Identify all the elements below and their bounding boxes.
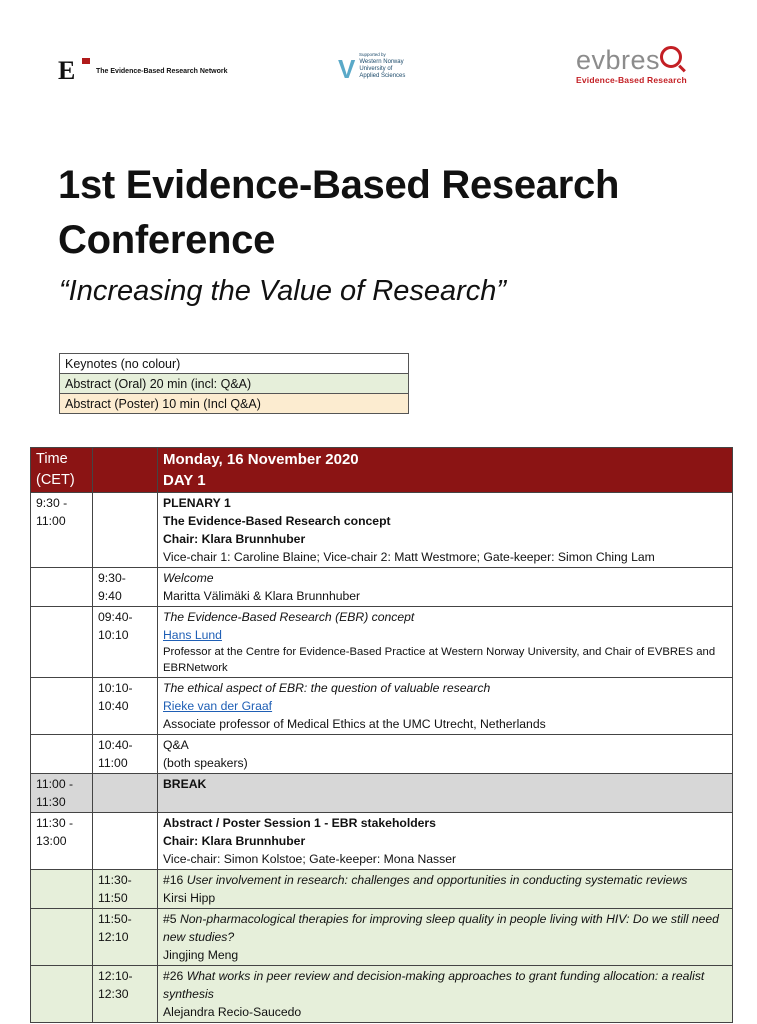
abstract-time: 11:30- 11:50	[93, 870, 158, 909]
hvl-v-icon: V	[338, 54, 356, 84]
plenary-chair: Chair: Klara Brunnhuber	[163, 532, 306, 546]
ebr-logo-icon: E	[58, 58, 92, 84]
break-label: BREAK	[158, 774, 733, 813]
legend-oral: Abstract (Oral) 20 min (incl: Q&A)	[60, 374, 409, 394]
session-chair: Chair: Klara Brunnhuber	[163, 834, 306, 848]
abstract-row	[31, 870, 733, 909]
evbres-subtitle: Evidence-Based Research	[576, 75, 687, 85]
speaker-affiliation: Professor at the Centre for Evidence-Based Practice at Western Norway University, and Chair of EVBRES and EBRNetwork	[163, 646, 716, 674]
abstract-title: #5 Non-pharmacological therapies for improving sleep quality in people living with HIV: Do we still need new studies?	[163, 912, 719, 944]
welcome-title: Welcome	[163, 571, 214, 585]
abstract-title: #16 User involvement in research: challenges and opportunities in conducting systematic reviews	[163, 873, 688, 887]
evbres-wordmark: evbres	[576, 45, 661, 75]
abstract-row	[31, 909, 733, 966]
legend-keynotes: Keynotes (no colour)	[60, 354, 409, 374]
plenary-time: 9:30 - 11:00	[31, 493, 93, 568]
plenary-topic: The Evidence-Based Research concept	[163, 514, 391, 528]
break-row	[31, 774, 733, 813]
session-time: 11:30 - 13:00	[31, 813, 93, 870]
qa-note: (both speakers)	[163, 756, 248, 770]
ebr-network-logo	[58, 58, 228, 84]
plenary-roles: Vice-chair 1: Caroline Blaine; Vice-chair 2: Matt Westmore; Gate-keeper: Simon Ching Lam	[163, 550, 655, 564]
session-row	[31, 813, 733, 870]
qa-row	[31, 735, 733, 774]
page-subtitle: “Increasing the Value of Research”	[59, 275, 507, 307]
abstract-speaker: Kirsi Hipp	[163, 891, 216, 905]
page-title: 1st Evidence-Based Research Conference	[58, 163, 620, 262]
day-date: Monday, 16 November 2020	[163, 451, 359, 468]
abstract-time: 12:10- 12:30	[93, 966, 158, 1023]
magnifier-icon	[660, 46, 682, 68]
break-time: 11:00 - 11:30	[31, 774, 93, 813]
qa-time: 10:40- 11:00	[93, 735, 158, 774]
welcome-speakers: Maritta Välimäki & Klara Brunnhuber	[163, 589, 361, 603]
abstract-speaker: Alejandra Recio-Saucedo	[163, 1005, 302, 1019]
plenary-row	[31, 493, 733, 568]
schedule-table	[30, 447, 733, 1023]
hvl-supported-label: Supported by	[359, 52, 386, 57]
welcome-time: 9:30- 9:40	[93, 568, 158, 607]
abstract-time: 11:50- 12:10	[93, 909, 158, 966]
speaker-link[interactable]: Hans Lund	[163, 628, 222, 642]
schedule-header	[31, 448, 733, 493]
talk-title: The Evidence-Based Research (EBR) concept	[163, 610, 415, 624]
time-column-header: Time (CET)	[31, 448, 93, 493]
talk-row	[31, 607, 733, 678]
legend-poster: Abstract (Poster) 10 min (Incl Q&A)	[60, 394, 409, 414]
color-legend	[59, 353, 409, 414]
plenary-label: PLENARY 1	[163, 496, 231, 510]
talk-time: 09:40- 10:10	[93, 607, 158, 678]
session-label: Abstract / Poster Session 1 - EBR stakeholders	[163, 816, 436, 830]
speaker-affiliation: Associate professor of Medical Ethics at the UMC Utrecht, Netherlands	[163, 717, 546, 731]
talk-title: The ethical aspect of EBR: the question of valuable research	[163, 681, 491, 695]
abstract-title: #26 What works in peer review and decision-making approaches to grant funding allocation: a realist synthesis	[163, 969, 705, 1001]
talk-row	[31, 678, 733, 735]
qa-title: Q&A	[163, 738, 189, 752]
ebr-network-name: The Evidence-Based Research Network	[96, 67, 228, 75]
day-label: DAY 1	[163, 472, 206, 489]
abstract-row	[31, 966, 733, 1023]
talk-time: 10:10- 10:40	[93, 678, 158, 735]
hvl-name: Western Norway University of Applied Sciences	[359, 58, 406, 79]
welcome-row	[31, 568, 733, 607]
evbres-logo	[576, 46, 687, 85]
logo-bar	[0, 40, 757, 100]
hvl-logo	[338, 52, 406, 84]
session-roles: Vice-chair: Simon Kolstoe; Gate-keeper: Mona Nasser	[163, 852, 457, 866]
abstract-speaker: Jingjing Meng	[163, 948, 239, 962]
speaker-link[interactable]: Rieke van der Graaf	[163, 699, 273, 713]
